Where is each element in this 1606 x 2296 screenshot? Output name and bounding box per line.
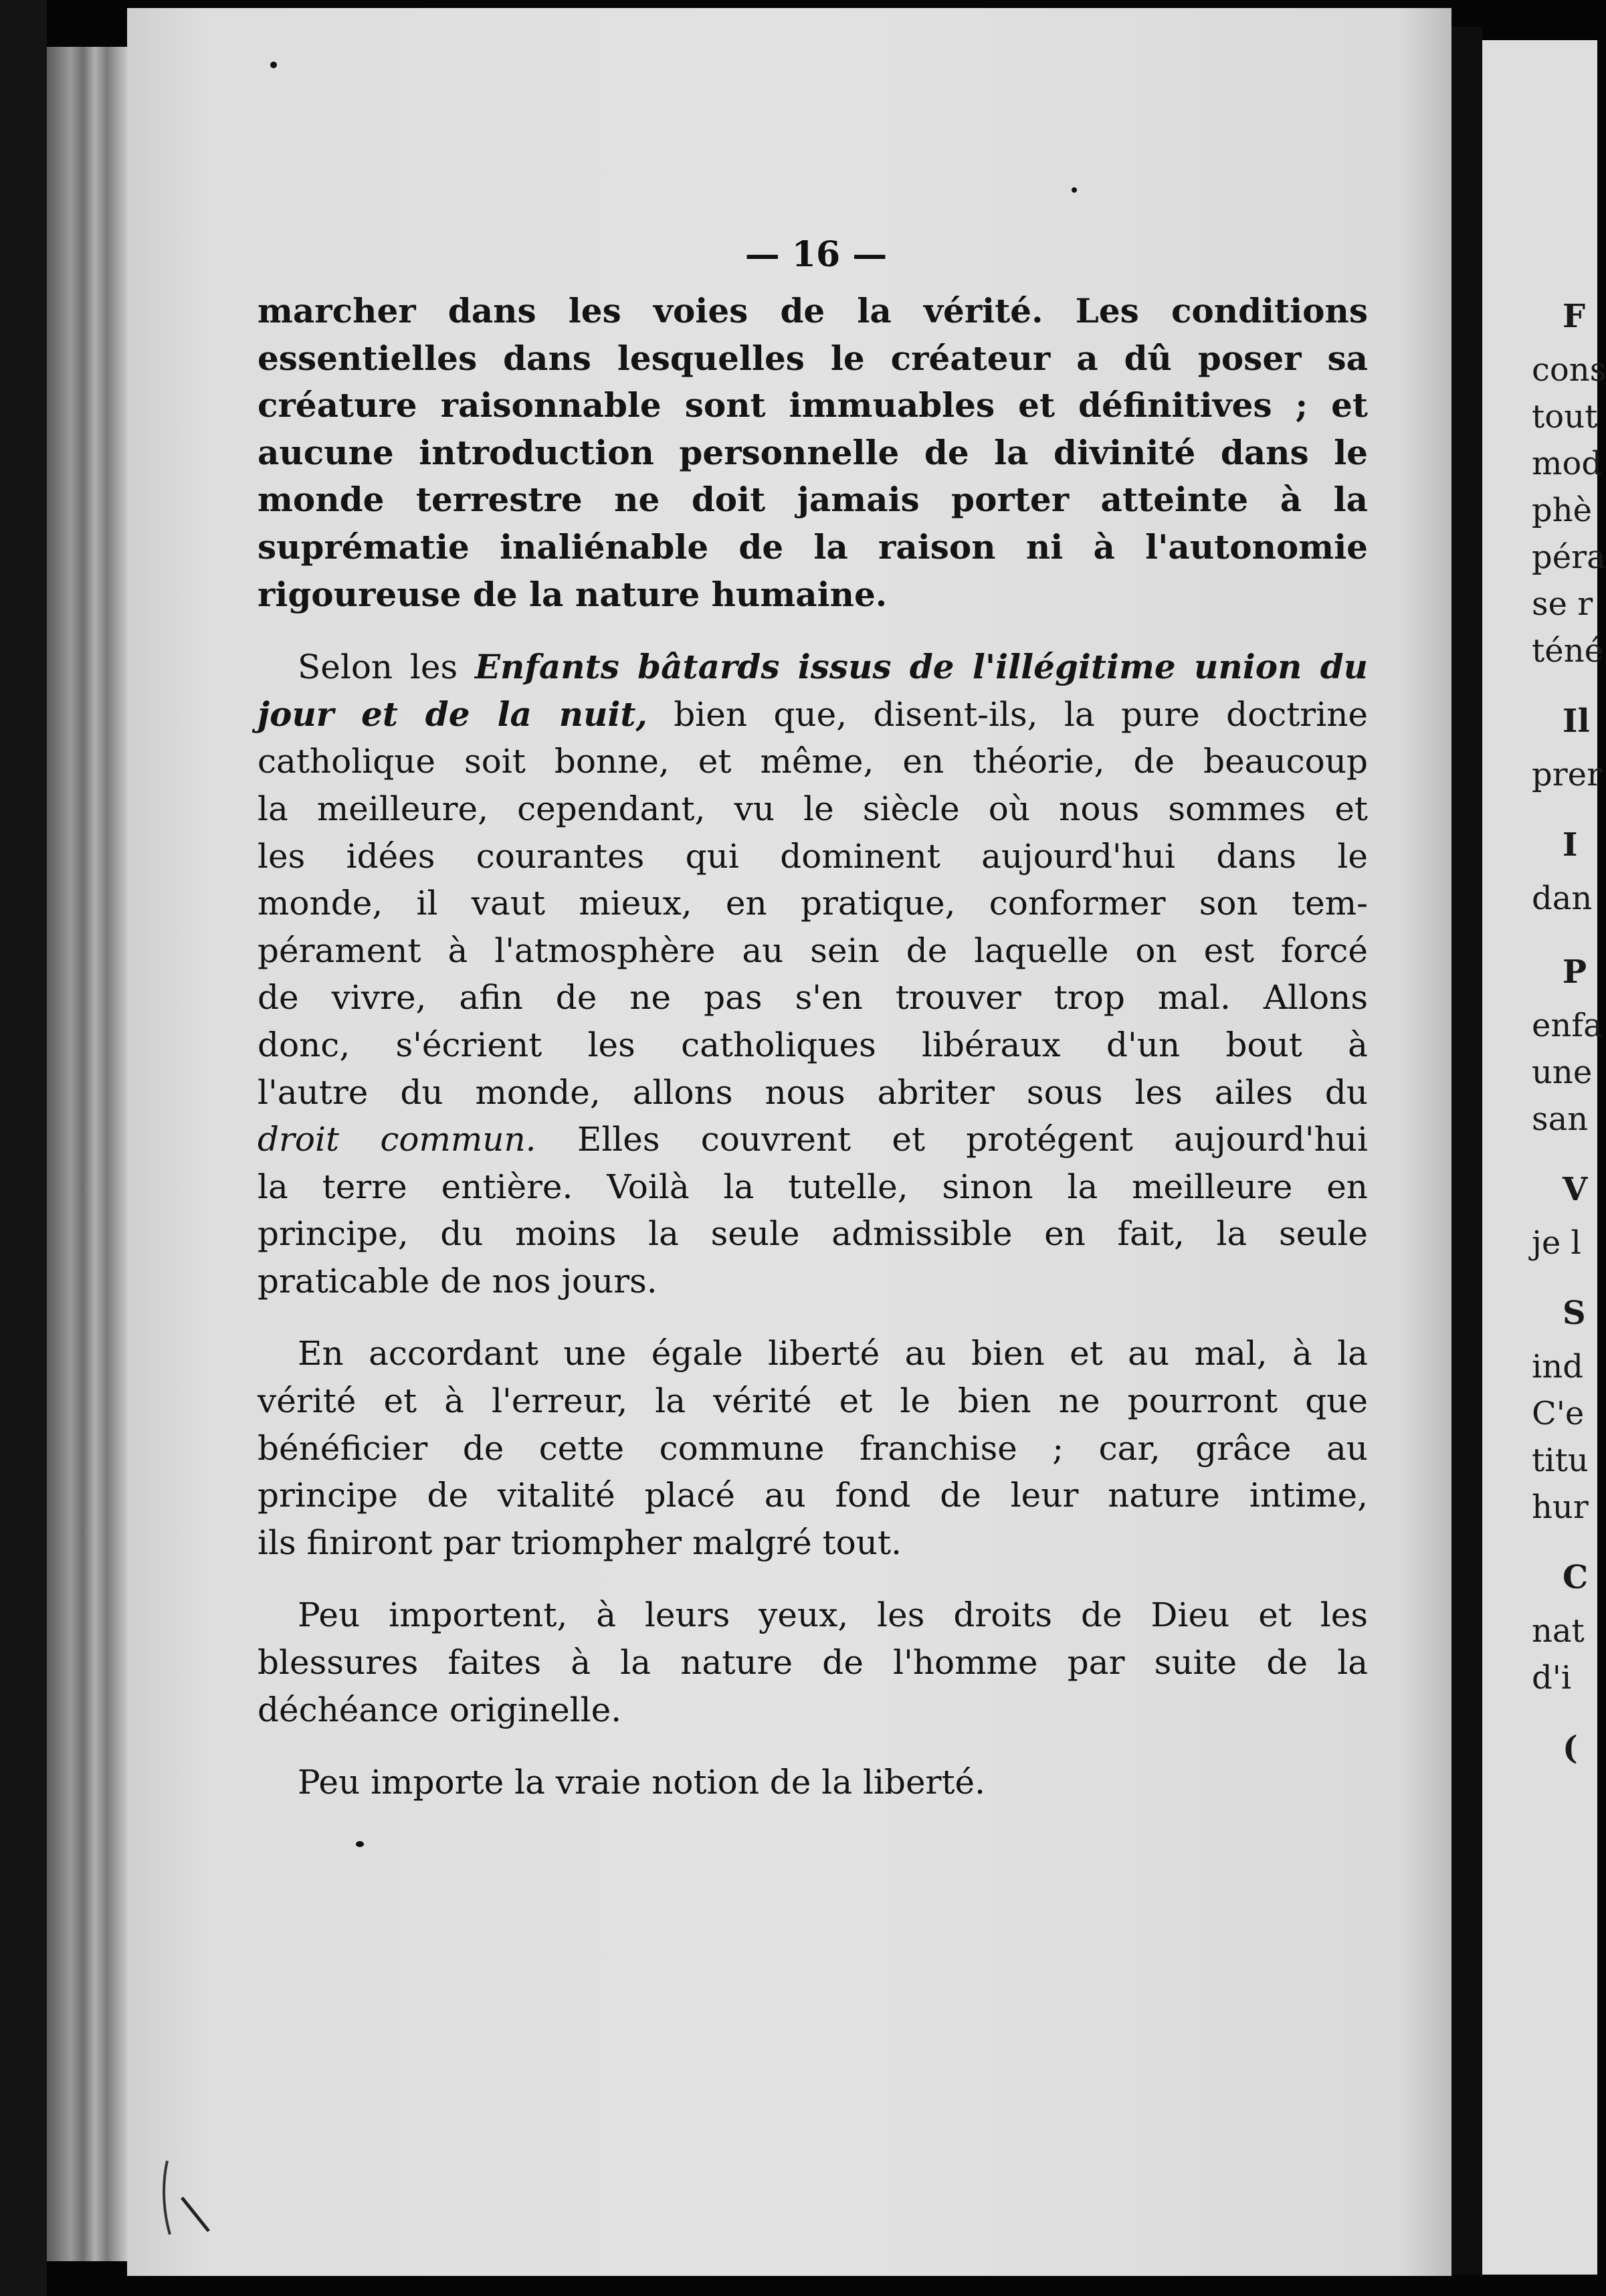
text-fragment: I [1563,826,1578,864]
text-line: les idées courantes qui dominent aujourd'hui dans le [258,836,1368,876]
text-line: catholique soit bonne, et même, en théorie, de beaucoup [258,742,1368,781]
text-line: déchéance originelle. [258,1690,622,1729]
paragraph-2 [258,644,1368,1305]
text-line [258,644,1368,691]
text-fragment: F [1563,298,1586,335]
text-fragment: san [1532,1101,1589,1138]
text-fragment: phè [1532,492,1593,529]
paragraph-4 [258,1592,1368,1733]
body-text [258,288,1368,1832]
text-fragment: C [1563,1559,1589,1596]
text-fragment: nat [1532,1612,1585,1650]
text-fragment: C'e [1532,1395,1585,1432]
speck-mark [270,62,277,68]
text-line: marcher dans les voies de la vérité. Les conditions [258,291,1368,330]
text-fragment: ind [1532,1348,1583,1385]
text-line: rigoureuse de la nature humaine. [258,574,888,614]
text-line: de vivre, afin de ne pas s'en trouver trop mal. Allons [258,978,1368,1018]
text-fragment: bien que, disent-ils, la pure doctrine [647,694,1368,734]
text-line: principe de vitalité placé au fond de leur nature intime, [258,1476,1368,1515]
text-fragment: ( [1563,1729,1578,1767]
text-line: donc, s'écrient les catholiques libéraux d'un bout à [258,1025,1368,1064]
text-line: l'autre du monde, allons nous abriter sous les ailes du [258,1072,1368,1112]
text-line: créature raisonnable sont immuables et définitives ; et [258,385,1368,425]
text-fragment: Il [1563,702,1590,740]
text-line: monde, il vaut mieux, en pratique, conformer son tem- [258,884,1368,923]
paragraph-3 [258,1330,1368,1566]
text-fragment: une [1532,1054,1593,1091]
text-fragment: je l [1532,1224,1581,1262]
italic-phrase: Enfants bâtards issus de l'illégitime union du [474,647,1369,687]
margin-mark [356,1841,364,1847]
italic-phrase: jour et de la nuit, [258,694,647,734]
page-number: — 16 — [744,234,888,275]
text-line: En accordant une égale liberté au bien et au mal, à la [298,1334,1368,1373]
text-line: vérité et à l'erreur, la vérité et le bien ne pourront que [258,1381,1368,1421]
text-line: Peu importent, à leurs yeux, les droits de Dieu et les [298,1596,1368,1635]
text-fragment: péra [1532,539,1606,576]
text-line: principe, du moins la seule admissible en fait, la seule [258,1214,1368,1254]
text-fragment: V [1563,1171,1588,1208]
text-fragment: se r [1532,585,1593,623]
text-line: suprématie inaliénable de la raison ni à l'autonomie [258,527,1368,567]
text-line: Peu importe la vraie notion de la liberté. [298,1763,986,1802]
page-stack-edges [47,47,127,2261]
text-fragment: tout [1532,398,1598,436]
paragraph-5 [258,1759,1368,1806]
text-fragment: prer [1532,756,1603,793]
text-fragment: S [1563,1295,1586,1332]
text-line: monde terrestre ne doit jamais porter atteinte à la [258,480,1368,520]
speck-mark [1072,187,1077,193]
text-line: praticable de nos jours. [258,1261,658,1301]
text-line: aucune introduction personnelle de la divinité dans le [258,432,1368,472]
text-fragment: enfa [1532,1007,1603,1044]
text-fragment: téné [1532,632,1604,670]
text-line [258,1116,1368,1163]
text-fragment: titu [1532,1442,1589,1479]
text-fragment: d'i [1532,1659,1572,1697]
facing-page [1482,40,1606,2275]
text-line: la meilleure, cependant, vu le siècle où nous sommes et [258,789,1368,828]
text-fragment: P [1563,953,1587,991]
text-fragment: mod [1532,445,1603,482]
text-line: essentielles dans lesquelles le créateur a dû poser sa [258,338,1368,378]
page-gutter [1451,27,1482,2275]
text-line: ils finiront par triompher malgré tout. [258,1523,902,1562]
text-fragment: dan [1532,880,1593,917]
text-fragment: Selon les [298,648,475,687]
italic-phrase: droit commun. [258,1120,536,1159]
text-line: pérament à l'atmosphère au sein de laquelle on est forcé [258,931,1368,970]
paragraph-1 [258,288,1368,618]
text-line: bénéficier de cette commune franchise ; car, grâce au [258,1428,1368,1468]
text-fragment: Elles couvrent et protégent aujourd'hui [536,1120,1368,1159]
text-fragment: cons [1532,351,1606,389]
scratch-mark [155,2158,215,2238]
text-line: blessures faites à la nature de l'homme par suite de la [258,1643,1368,1683]
text-line [258,691,1368,739]
text-line: la terre entière. Voilà la tutelle, sinon la meilleure en [258,1167,1368,1206]
text-fragment: hur [1532,1489,1589,1526]
scan-left-border [0,0,47,2296]
